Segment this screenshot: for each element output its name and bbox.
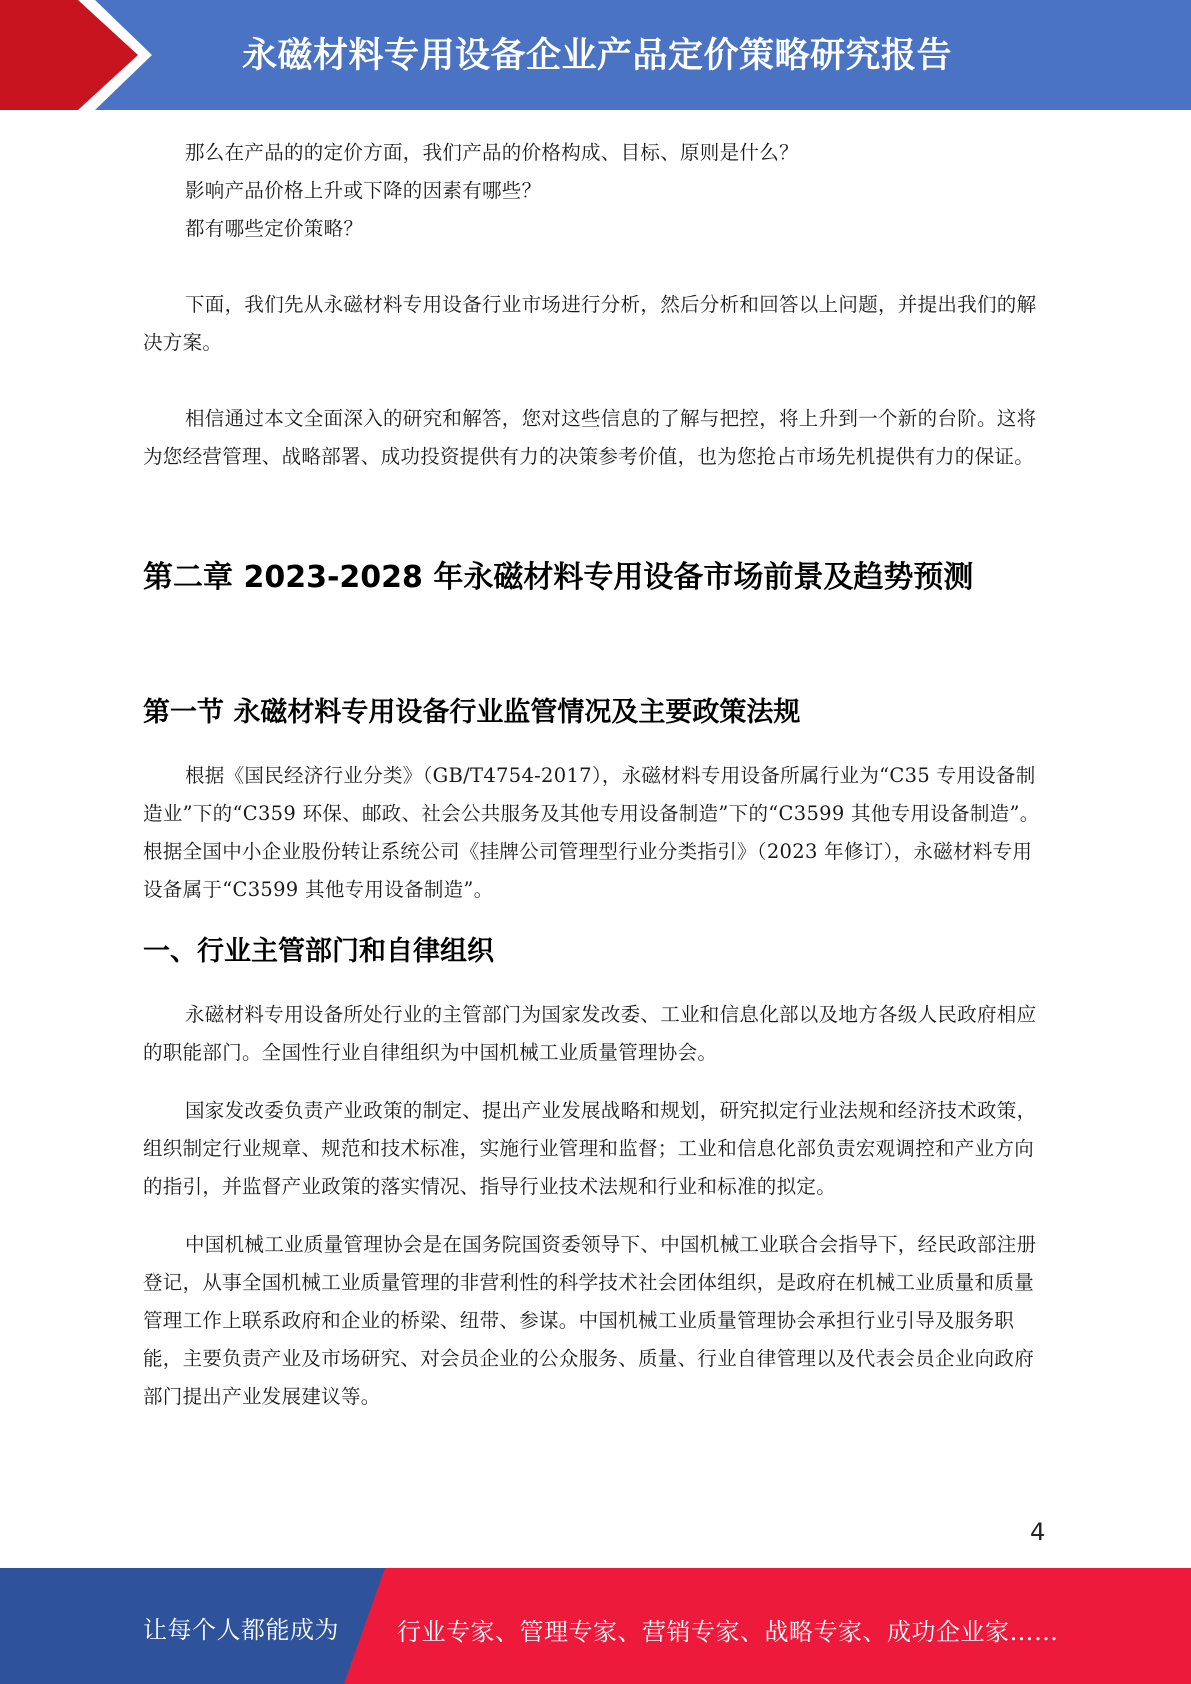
subsection-title: 一、行业主管部门和自律组织 bbox=[143, 936, 494, 967]
intro-question-3: 都有哪些定价策略？ bbox=[185, 217, 364, 240]
intro-question-2: 影响产品价格上升或下降的因素有哪些？ bbox=[185, 179, 542, 202]
footer-slogan-right: 行业专家、管理专家、营销专家、战略专家、成功企业家…… bbox=[397, 1618, 1059, 1646]
intro-paragraph-2: 相信通过本文全面深入的研究和解答，您对这些信息的了解与把控，将上升到一个新的台阶。这将为您经营管理、战略部署、成功投资提供有力的决策参考价值，也为您抢占市场先机提供有力的保证。 bbox=[143, 407, 1037, 468]
header-banner bbox=[0, 0, 1191, 110]
subsection-paragraph-2: 国家发改委负责产业政策的制定、提出产业发展战略和规划，研究拟定行业法规和经济技术政策，组织制定行业规章、规范和技术标准，实施行业管理和监督；工业和信息化部负责宏观调控和产业方向的指引，并监督产业政策的落实情况、指导行业技术法规和行业和标准的拟定。 bbox=[143, 1099, 1037, 1198]
chapter-title: 第二章 2023-2028 年永磁材料专用设备市场前景及趋势预测 bbox=[143, 560, 974, 595]
intro-question-1: 那么在产品的的定价方面，我们产品的价格构成、目标、原则是什么？ bbox=[185, 141, 799, 164]
subsection-paragraph-3: 中国机械工业质量管理协会是在国务院国资委领导下、中国机械工业联合会指导下，经民政部注册登记，从事全国机械工业质量管理的非营利性的科学技术社会团体组织，是政府在机械工业质量和质量管理工作上联系政府和企业的桥梁、纽带、参谋。中国机械工业质量管理协会承担行业引导及服务职能，主要负责产业及市场研究、对会员企业的公众服务、质量、行业自律管理以及代表会员企业向政府部门提出产业发展建议等。 bbox=[143, 1233, 1037, 1408]
subsection-paragraph-1: 永磁材料专用设备所处行业的主管部门为国家发改委、工业和信息化部以及地方各级人民政府相应的职能部门。全国性行业自律组织为中国机械工业质量管理协会。 bbox=[143, 1003, 1037, 1064]
main-content bbox=[143, 134, 1045, 1416]
footer-banner bbox=[0, 1568, 1191, 1684]
footer-slogan-left: 让每个人都能成为 bbox=[143, 1616, 339, 1644]
report-title: 永磁材料专用设备企业产品定价策略研究报告 bbox=[242, 36, 953, 76]
intro-paragraph-1: 下面，我们先从永磁材料专用设备行业市场进行分析，然后分析和回答以上问题，并提出我们的解决方案。 bbox=[143, 293, 1037, 354]
section-paragraph: 根据《国民经济行业分类》（GB/T4754-2017），永磁材料专用设备所属行业为“C35 专用设备制造业”下的“C359 环保、邮政、社会公共服务及其他专用设备制造”下的“C3599 其他专用设备制造”。根据全国中小企业股份转让系统公司《挂牌公司管理型行业分类指引》（2023 年修订），永磁材料专用设备属于“C3599 其他专用设备制造”。 bbox=[143, 764, 1040, 901]
header-chevron-red bbox=[0, 0, 140, 110]
section-title: 第一节 永磁材料专用设备行业监管情况及主要政策法规 bbox=[143, 697, 801, 728]
page-number: 4 bbox=[1030, 1518, 1046, 1546]
